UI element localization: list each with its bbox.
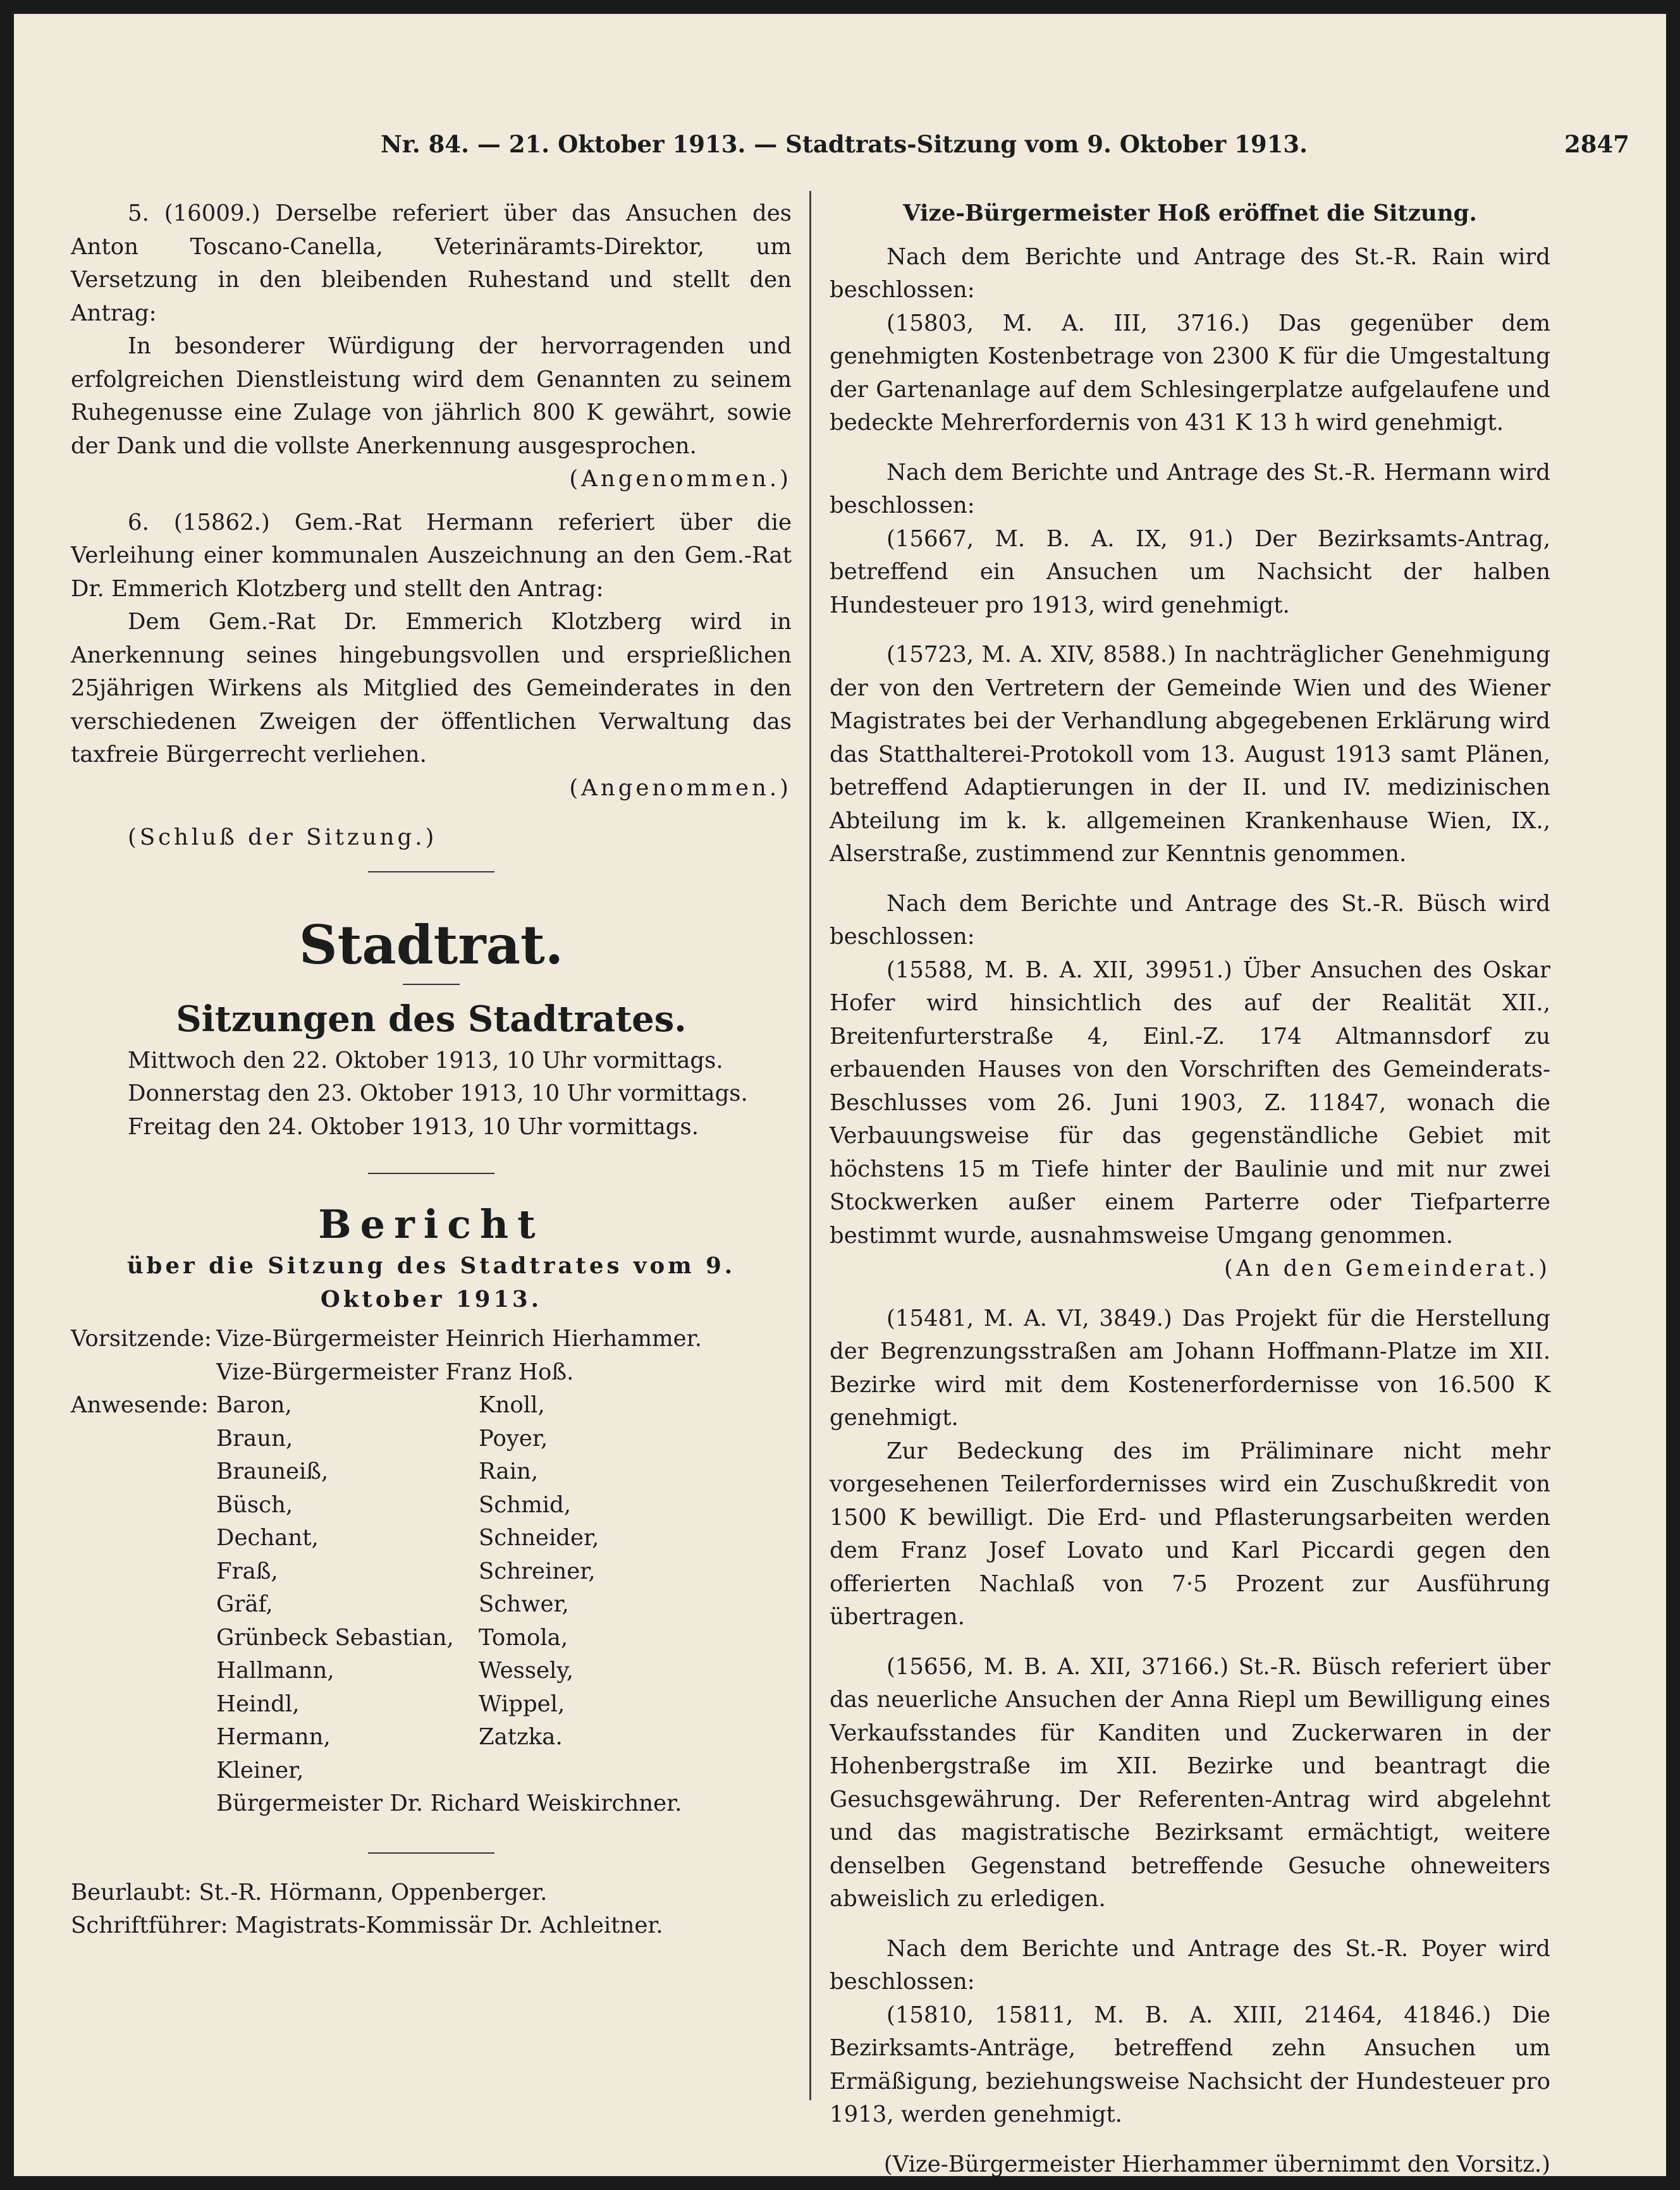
section-rule-3 [368, 1852, 494, 1854]
buergermeister: Bürgermeister Dr. Richard Weiskirchner. [216, 1790, 682, 1816]
document-page [14, 14, 1666, 2176]
list-item: Schreiner, [479, 1558, 596, 1584]
stadtrat-heading: Stadtrat. [298, 913, 564, 976]
rain-intro: Nach dem Berichte und Antrage des St.-R. Rain wird beschlossen: [830, 243, 1550, 303]
list-item: Wessely, [479, 1658, 574, 1684]
item5-motion: In besonderer Würdigung der hervorragenden und erfolgreichen Dienstleistung wird dem Genannten zu seinem Ruhegenusse eine Zulage von jährlich 800 K gewährt, sowie der Dank und die vollste Anerkennung ausgesprochen. [71, 333, 792, 459]
anwesende-col-a [216, 1389, 479, 1787]
list-item: Schmid, [479, 1491, 572, 1518]
list-item: Braun, [216, 1425, 293, 1452]
list-item: Büsch, [216, 1491, 293, 1518]
item5-paragraph: 5. (16009.) Derselbe referiert über das Ansuchen des Anton Toscano-Canella, Veterinäramts-Direktor, um Versetzung in den bleibenden Ruhestand und stellt den Antrag: [71, 200, 792, 326]
list-item: Kleiner, [216, 1757, 304, 1783]
vorsitzende-row-2 [71, 1356, 792, 1390]
sitzungen-heading: Sitzungen des Stadtrates. [176, 998, 687, 1040]
session-date-2: Donnerstag den 23. Oktober 1913, 10 Uhr vormittags. [128, 1080, 748, 1106]
hermann-item-1: (15667, M. B. A. IX, 91.) Der Bezirksamts-Antrag, betreffend ein Ansuchen um Nachsicht der halben Hundesteuer pro 1913, wird genehmigt. [830, 525, 1550, 618]
item6-motion: Dem Gem.-Rat Dr. Emmerich Klotzberg wird in Anerkennung seines hingebungsvollen und ersprießlichen 25jährigen Wirkens als Mitglied des Gemeinderates in den verschiedenen Zweigen der öffentlichen Verwaltung das taxfreie Bürgerrecht verliehen. [71, 609, 792, 768]
right-column [830, 197, 1550, 2176]
bericht-heading: Bericht [318, 1201, 544, 1247]
left-column [71, 197, 792, 1943]
list-item: Heindl, [216, 1691, 300, 1717]
bericht-subheading: über die Sitzung des Stadtrates vom 9. Oktober 1913. [126, 1253, 736, 1312]
session-closing: (Schluß der Sitzung.) [128, 824, 438, 850]
anwesende-label: Anwesende: [71, 1392, 209, 1418]
running-header [14, 126, 1666, 164]
anwesende-col-b [479, 1389, 792, 1787]
list-item: Baron, [216, 1392, 292, 1418]
poyer-item: (15810, 15811, M. B. A. XIII, 21464, 41846.) Die Bezirksamts-Anträge, betreffend zehn Ansuchen um Ermäßigung, beziehungsweise Nachsicht der Hundesteuer pro 1913, werden genehmigt. [830, 2002, 1550, 2127]
buesch-item-1: (15588, M. B. A. XII, 39951.) Über Ansuchen des Oskar Hofer wird hinsichtlich des auf der Realität XII., Breitenfurterstraße 4, Einl.-Z. 174 Altmannsdorf zu erbauenden Hauses von den Vorschriften des Gemeinderats-Beschlusses vom 26. Juni 1903, Z. 11847, wonach die Verbauungsweise für das gegenständliche Gebiet mit höchstens 15 m Tiefe hinter der Baulinie und mit nur zwei Stockwerken außer einem Parterre oder Tiefparterre bestimmt wurde, ausnahmsweise Umgang genommen. [830, 957, 1550, 1249]
poyer-intro: Nach dem Berichte und Antrage des St.-R. Poyer wird beschlossen: [830, 1935, 1550, 1995]
buesch-item-3: (15656, M. B. A. XII, 37166.) St.-R. Büsch referiert über das neuerliche Ansuchen der Anna Riepl um Bewilligung eines Verkaufsstandes für Kanditen und Zuckerwaren in der Hohenbergstraße im XII. Bezirke und beantragt die Gesuchsgewährung. Der Referenten-Antrag wird abgelehnt und das magistratische Bezirksamt ermächtigt, weitere denselben Gegenstand betreffende Gesuche ohneweiters abweislich zu erledigen. [830, 1653, 1550, 1912]
buesch-intro: Nach dem Berichte und Antrage des St.-R. Büsch wird beschlossen: [830, 890, 1550, 950]
session-date-3: Freitag den 24. Oktober 1913, 10 Uhr vormittags. [128, 1113, 699, 1140]
hermann-intro: Nach dem Berichte und Antrage des St.-R. Hermann wird beschlossen: [830, 459, 1550, 518]
buesch-item-2-continued: Zur Bedeckung des im Präliminare nicht mehr vorgesehenen Teilerfordernisses wird ein Zuschußkredit von 1500 K bewilligt. Die Erd- und Pflasterungsarbeiten werden dem Franz Josef Lovato und Karl Piccardi gegen den offerierten Nachlaß von 7·5 Prozent zur Ausführung übertragen. [830, 1438, 1550, 1630]
list-item: Gräf, [216, 1591, 273, 1617]
list-item: Hermann, [216, 1724, 331, 1750]
buergermeister-row [71, 1787, 792, 1821]
list-item: Brauneiß, [216, 1459, 329, 1484]
list-item: Schwer, [479, 1591, 569, 1617]
chair-change: (Vize-Bürgermeister Hierhammer übernimmt den Vorsitz.) [883, 2151, 1550, 2176]
list-item: Dechant, [216, 1525, 319, 1551]
page-number: 2847 [1564, 130, 1629, 158]
hermann-item-2: (15723, M. A. XIV, 8588.) In nachträglicher Genehmigung der von den Vertretern der Gemeinde Wien und des Wiener Magistrates bei der Verhandlung abgegebenen Erklärung wird das Statthalterei-Protokoll vom 13. August 1913 samt Plänen, betreffend Adaptierungen in der II. und IV. medizinischen Abteilung im k. k. allgemeinen Krankenhause Wien, IX., Alserstraße, zustimmend zur Kenntnis genommen. [830, 642, 1550, 867]
beurlaubt-line: Beurlaubt: St.-R. Hörmann, Oppenberger. [71, 1879, 548, 1906]
column-divider [809, 191, 811, 2100]
list-item: Zatzka. [479, 1724, 563, 1750]
list-item: Grünbeck Sebastian, [216, 1624, 454, 1651]
header-title: Nr. 84. — 21. Oktober 1913. — Stadtrats-Sitzung vom 9. Oktober 1913. [381, 130, 1308, 158]
item6-paragraph: 6. (15862.) Gem.-Rat Hermann referiert über die Verleihung einer kommunalen Auszeichnung an den Gem.-Rat Dr. Emmerich Klotzberg und stellt den Antrag: [71, 509, 792, 602]
list-item: Rain, [479, 1459, 539, 1484]
vorsitzender-1: Vize-Bürgermeister Heinrich Hierhammer. [216, 1326, 702, 1352]
session-opening: Vize-Bürgermeister Hoß eröffnet die Sitzung. [903, 200, 1477, 226]
vorsitzende-label: Vorsitzende: [71, 1326, 212, 1352]
heading-rule [403, 984, 460, 985]
vorsitzende-row-1 [71, 1323, 792, 1356]
buesch-item-2: (15481, M. A. VI, 3849.) Das Projekt für die Herstellung der Begrenzungsstraßen am Johann Hoffmann-Platze im XII. Bezirke wird mit dem Kostenerfordernisse von 16.500 K genehmigt. [830, 1305, 1550, 1431]
list-item: Tomola, [479, 1624, 568, 1651]
list-item: Fraß, [216, 1558, 278, 1584]
item6-status: (Angenommen.) [569, 774, 792, 801]
list-item: Poyer, [479, 1425, 548, 1452]
list-item: Knoll, [479, 1392, 545, 1418]
list-item: Wippel, [479, 1691, 565, 1717]
vorsitzender-2: Vize-Bürgermeister Franz Hoß. [216, 1359, 574, 1385]
schriftfuehrer-line: Schriftführer: Magistrats-Kommissär Dr. Achleitner. [71, 1912, 663, 1938]
list-item: Schneider, [479, 1525, 599, 1551]
buesch-item-1-status: (An den Gemeinderat.) [1223, 1256, 1550, 1282]
anwesende-row [71, 1389, 792, 1787]
session-date-1: Mittwoch den 22. Oktober 1913, 10 Uhr vormittags. [128, 1047, 723, 1074]
list-item: Hallmann, [216, 1658, 334, 1684]
rain-item: (15803, M. A. III, 3716.) Das gegenüber dem genehmigten Kostenbetrage von 2300 K für die Umgestaltung der Gartenanlage auf dem Schlesingerplatze aufgelaufene und bedeckte Mehrerfordernis von 431 K 13 h wird genehmigt. [830, 310, 1550, 436]
item5-status: (Angenommen.) [569, 466, 792, 492]
